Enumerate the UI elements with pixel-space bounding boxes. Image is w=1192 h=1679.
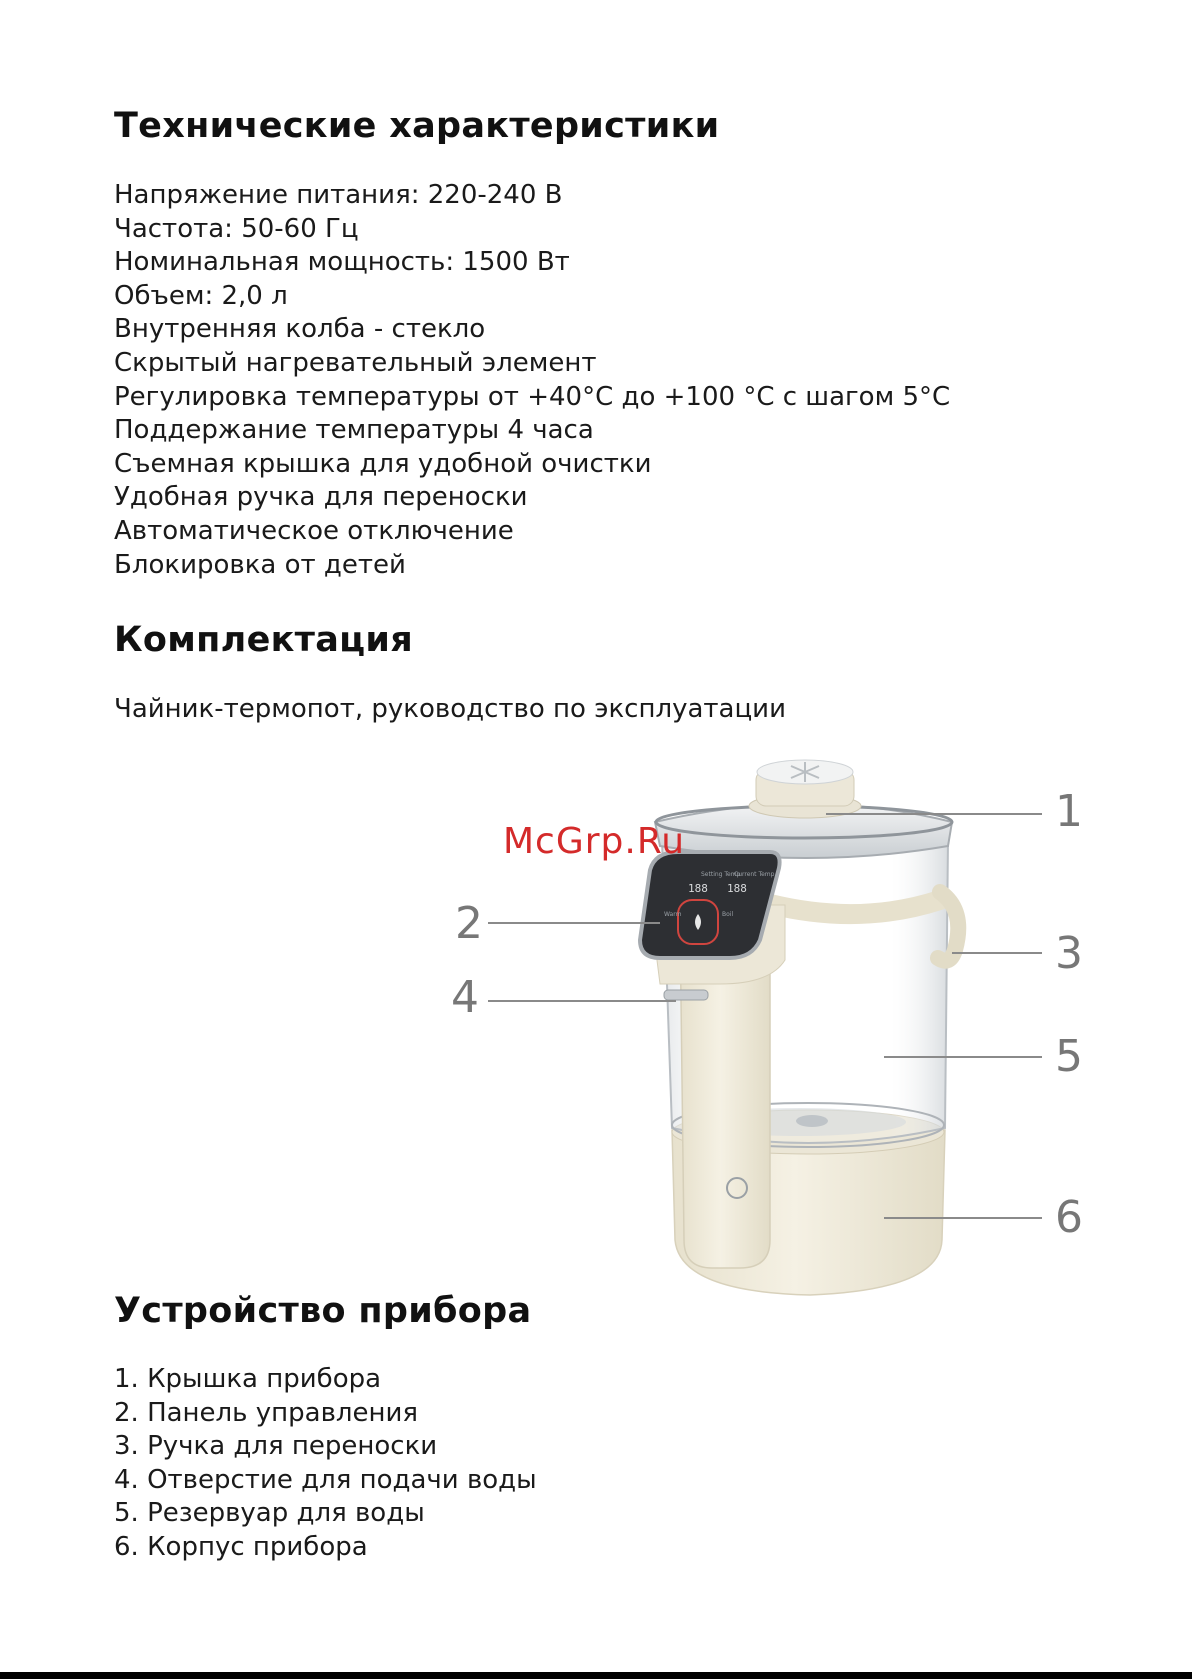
callout-2: 2	[455, 898, 483, 949]
spec-item: Внутренняя колба - стекло	[114, 314, 486, 345]
kit-heading: Комплектация	[114, 620, 414, 660]
part-item: 3. Ручка для переноски	[114, 1431, 438, 1462]
bottom-rule	[0, 1672, 1192, 1679]
spec-item: Напряжение питания: 220-240 В	[114, 180, 563, 210]
spec-item: Блокировка от детей	[114, 549, 406, 580]
callout-6: 6	[1055, 1192, 1083, 1243]
spec-item: Номинальная мощность: 1500 Вт	[114, 247, 570, 278]
part-item: 1. Крышка прибора	[114, 1364, 382, 1394]
spec-item: Частота: 50-60 Гц	[114, 213, 359, 244]
spec-item: Автоматическое отключение	[114, 515, 514, 546]
callout-4: 4	[451, 972, 479, 1023]
callout-3: 3	[1055, 928, 1083, 979]
kettle-lid	[655, 760, 952, 858]
setting-temp-label: Setting Temp	[701, 871, 741, 878]
current-temp-digits: 188	[727, 882, 747, 895]
spec-item: Регулировка температуры от +40°С до +100 °С с шагом 5°С	[114, 381, 951, 412]
callout-1: 1	[1055, 786, 1083, 837]
warm-mode-label: Warm	[664, 911, 682, 918]
spec-item: Съемная крышка для удобной очистки	[114, 448, 652, 479]
setting-temp-digits: 188	[688, 882, 708, 895]
current-temp-label: Current Temp	[734, 871, 775, 878]
part-item: 4. Отверстие для подачи воды	[114, 1464, 537, 1495]
watermark: McGrp.Ru	[503, 821, 686, 862]
callout-5: 5	[1055, 1031, 1083, 1082]
part-item: 5. Резервуар для воды	[114, 1498, 425, 1529]
spec-item: Удобная ручка для переноски	[114, 482, 528, 513]
part-item: 6. Корпус прибора	[114, 1531, 368, 1562]
part-item: 2. Панель управления	[114, 1397, 419, 1428]
boil-mode-label: Boil	[722, 911, 734, 918]
parts-heading: Устройство прибора	[114, 1291, 532, 1331]
kit-text: Чайник-термопот, руководство по эксплуатации	[114, 694, 786, 724]
spec-item: Поддержание температуры 4 часа	[114, 415, 594, 446]
spec-item: Скрытый нагревательный элемент	[114, 347, 597, 378]
spec-item: Объем: 2,0 л	[114, 280, 288, 311]
control-panel	[640, 852, 780, 958]
parts-list	[114, 1363, 537, 1565]
specs-heading: Технические характеристики	[114, 106, 720, 146]
